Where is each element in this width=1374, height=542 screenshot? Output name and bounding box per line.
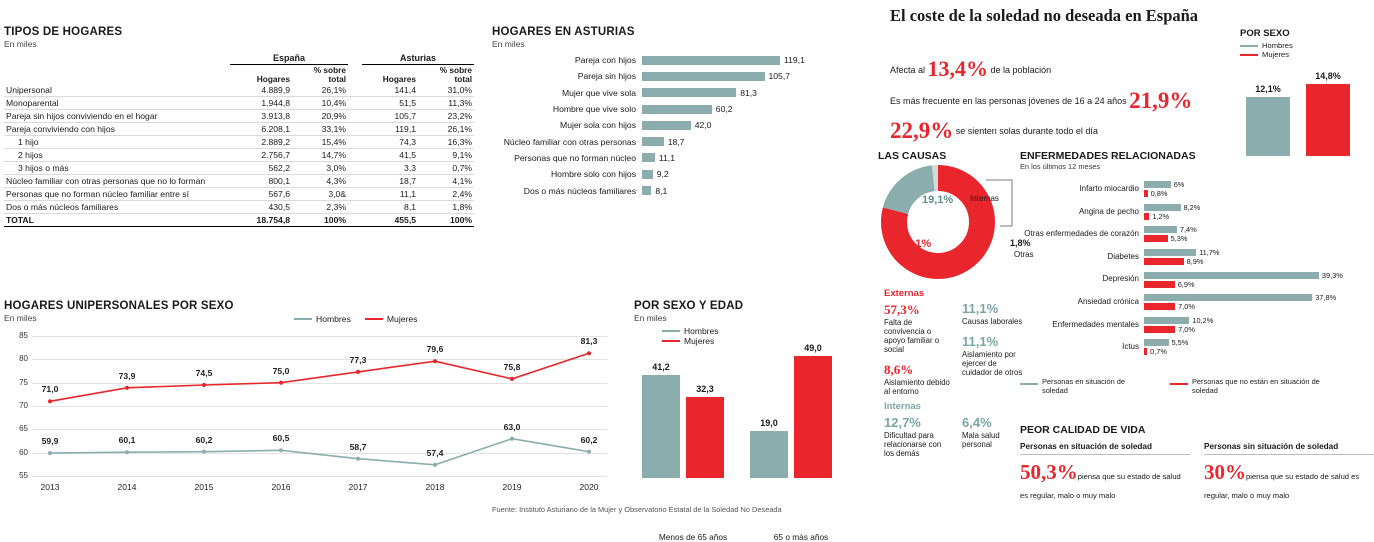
point-label: 74,5 <box>195 368 213 378</box>
section-title: POR SEXO Y EDAD <box>634 300 744 312</box>
peor-item-1 <box>1204 442 1374 503</box>
line-legend <box>294 314 417 324</box>
section-title: LAS CAUSAS <box>878 150 947 162</box>
bar-label: Depresión <box>1102 274 1139 284</box>
section-subtitle: En los últimos 12 meses <box>1020 162 1101 171</box>
bar-label: Dos o más núcleos familiares <box>523 185 636 196</box>
bar-value: 8,1 <box>655 185 668 196</box>
right-panel <box>870 0 1374 519</box>
bar-value: 8,9% <box>1186 257 1204 267</box>
bar-no-soledad <box>1144 235 1168 242</box>
point-label: 60,2 <box>580 434 598 445</box>
y-tick: 55 <box>19 471 28 480</box>
bar-label: Hombre solo con hijos <box>550 169 636 180</box>
bar-label: Angina de pecho <box>1078 206 1139 216</box>
section-title: HOGARES UNIPERSONALES POR SEXO <box>4 300 234 312</box>
bar-value: 49,0 <box>804 342 822 353</box>
table-row: Pareja conviviendo con hijos 6.208,1 33,1% 119,1 26,1% <box>6 124 472 135</box>
externas-2-label: Aislamiento debido al entorno <box>884 377 950 396</box>
section-title: HOGARES EN ASTURIAS <box>492 26 635 38</box>
bar-value: 7,4% <box>1179 225 1197 235</box>
bar <box>642 72 765 81</box>
point-label: 60,1 <box>118 435 136 446</box>
point-label: 79,6 <box>426 344 444 355</box>
bar-value: 18,7 <box>667 136 685 147</box>
bar-soledad <box>1144 317 1189 324</box>
donut-otras-label: Otras <box>1014 250 1034 259</box>
bar-label: Ansiedad crónica <box>1077 297 1139 307</box>
bar-row <box>1020 201 1374 224</box>
y-tick: 60 <box>19 447 28 457</box>
y-tick: 75 <box>19 377 28 387</box>
bar-row <box>492 150 858 166</box>
bar-label: Personas que no forman núcleo <box>514 152 636 163</box>
line-series <box>32 336 607 476</box>
row-label: Pareja sin hijos conviviendo en el hogar <box>4 110 230 123</box>
bar <box>642 375 680 478</box>
bar-soledad <box>1144 204 1181 211</box>
bar-value: 41,2 <box>652 362 670 372</box>
table-row: 2 hijos 2.756,7 14,7% 41,5 9,1% <box>4 149 474 162</box>
internas-title: Internas <box>884 400 921 412</box>
row-label: 3 hijos o más <box>4 162 230 175</box>
peor-text-1: piensa que su estado de salud es regular, malo o muy malo <box>1204 472 1360 500</box>
donut-internas-label: Internas <box>970 194 999 203</box>
bar-row <box>1020 178 1374 201</box>
y-tick: 65 <box>19 424 28 434</box>
table-row: 1 hijo 2.889,2 15,4% 74,3 16,3% <box>4 136 474 149</box>
page-title: El coste de la soledad no deseada en España <box>890 6 1199 25</box>
peor-heading-1: Personas sin situación de soledad <box>1204 442 1374 455</box>
donut-externas-value: 79,1% <box>900 238 932 250</box>
bar-value: 11,1 <box>658 152 675 163</box>
x-tick: 2014 <box>117 482 137 492</box>
bar-row <box>1020 268 1374 291</box>
col-hogares-es: Hogares <box>256 73 290 84</box>
bar-label: Mujer sola con hijos <box>560 120 636 131</box>
bar-row <box>492 52 858 68</box>
bar-row <box>492 85 858 101</box>
x-tick: 2017 <box>348 482 368 492</box>
point-label: 58,7 <box>349 441 367 452</box>
legend-hombres: Hombres <box>662 326 718 336</box>
por-sexo-legend <box>1240 41 1374 59</box>
bar-label: Mujer que vive sola <box>561 87 636 98</box>
bar-row <box>1020 336 1374 359</box>
x-tick: 2020 <box>579 482 599 492</box>
donut-internas-value: 19,1% <box>922 194 954 206</box>
bar-value: 6,9% <box>1177 279 1195 289</box>
group-header-asturias: Asturias <box>362 52 474 65</box>
bar-soledad <box>1144 181 1171 188</box>
bar-no-soledad <box>1144 258 1184 265</box>
category-label: 65 o más años <box>773 532 829 542</box>
bar <box>642 121 691 130</box>
bar-row <box>1020 291 1374 314</box>
peor-calidad-section <box>1020 424 1374 503</box>
section-title: POR SEXO <box>1240 28 1290 39</box>
row-label: Unipersonal <box>4 84 230 97</box>
x-tick: 2015 <box>194 482 214 492</box>
causas-donut-icon <box>876 164 1026 284</box>
bar-value: 81,3 <box>740 87 757 98</box>
externas-3-value: 11,1% <box>962 333 999 349</box>
row-label: Dos o más núcleos familiares <box>4 201 230 214</box>
externas-0-value: 57,3% <box>884 302 920 317</box>
bar-row <box>492 117 858 133</box>
bar-no-soledad <box>1144 303 1175 310</box>
point-label: 60,5 <box>272 433 290 444</box>
legend-en-soledad: Personas en situación de soledad <box>1020 378 1152 396</box>
legend-mujeres: Mujeres <box>365 314 418 324</box>
bar-value: 5,5% <box>1171 338 1189 348</box>
x-tick: 2013 <box>40 482 60 492</box>
donut-otras-value: 1,8% <box>1010 238 1031 248</box>
row-label: Pareja conviviendo con hijos <box>4 123 230 136</box>
bar-row <box>492 68 858 84</box>
point-label: 75,8 <box>503 361 521 372</box>
externas-1-label: Causas laborales <box>962 317 1023 326</box>
col-pct-as: % sobre total <box>439 65 472 84</box>
bar <box>642 105 712 114</box>
externas-3-label: Aislamiento por ejercer de cuidador de otros <box>962 349 1023 377</box>
bar-label: Pareja con hijos <box>574 55 636 66</box>
point-label: 60,2 <box>195 434 213 445</box>
point-label: 59,9 <box>41 436 59 447</box>
tipos-hogares-table <box>4 52 474 227</box>
bar-value: 12,1% <box>1255 84 1281 94</box>
bar-value: 42,0 <box>694 120 712 131</box>
bar-value: 5,3% <box>1170 234 1188 244</box>
hogares-asturias-section <box>492 26 635 49</box>
bar-value: 37,8% <box>1315 293 1337 303</box>
table-row: Personas que no forman núcleo familiar entre sí 567,6 3,0& 11,1 2,4% <box>6 189 472 200</box>
bar-value: 119,1 <box>784 55 805 66</box>
table-row: Unipersonal 4.889,9 26,1% 141,4 31,0% <box>6 85 472 96</box>
bar-value: 8,2% <box>1183 202 1201 212</box>
row-label: Personas que no forman núcleo familiar entre sí <box>4 188 230 201</box>
table-row: 3 hijos o más 562,2 3,0% 3,3 0,7% <box>4 162 474 175</box>
legend-no-soledad: Personas que no están en situación de soledad <box>1170 378 1327 396</box>
bar-label: Enfermedades mentales <box>1052 319 1139 329</box>
internas-0-label: Dificultad para relacionarse con los demás <box>884 430 942 458</box>
point-label: 71,0 <box>41 384 59 395</box>
peor-value-0: 50,3% <box>1020 460 1078 484</box>
bar-no-soledad <box>1144 326 1175 333</box>
legend-mujeres: Mujeres <box>1240 50 1374 59</box>
internas-0-value: 12,7% <box>884 414 921 430</box>
bar-value: 105,7 <box>768 71 791 82</box>
por-sexo-chart <box>1240 28 1374 148</box>
bar-label: Infarto miocardio <box>1079 184 1139 194</box>
bar-value: 1,2% <box>1152 211 1170 221</box>
bar <box>642 153 655 162</box>
row-label: Monoparental <box>4 97 230 110</box>
bar <box>642 137 664 146</box>
section-title: PEOR CALIDAD DE VIDA <box>1020 424 1146 436</box>
bar-row <box>492 182 858 198</box>
enfermedades-legend <box>1020 378 1374 396</box>
x-tick: 2018 <box>425 482 445 492</box>
externas-0-label: Falta de convivencia o apoyo familiar o social <box>884 318 940 354</box>
table-row: Pareja sin hijos conviviendo en el hogar 3.913,8 20,9% 105,7 23,2% <box>6 111 472 122</box>
causas-detail <box>884 288 1024 459</box>
bar-value: 19,0 <box>760 417 778 428</box>
bar-value: 6% <box>1173 180 1185 190</box>
tipos-hogares-section <box>4 26 122 49</box>
bar-row <box>1020 223 1374 246</box>
enfermedades-section <box>1020 150 1196 171</box>
col-hogares-as: Hogares <box>382 73 416 84</box>
section-title: ENFERMEDADES RELACIONADAS <box>1020 150 1196 162</box>
bar-row <box>492 166 858 182</box>
bar <box>750 431 788 479</box>
bar-label: Otras enfermedades de corazón <box>1024 229 1139 239</box>
externas-title: Externas <box>884 288 925 299</box>
sexo-edad-legend <box>662 326 718 346</box>
externas-1-value: 11,1% <box>962 301 999 316</box>
table-row: Núcleo familiar con otras personas que no lo forman 800,1 4,3% 18,7 4,1% <box>6 176 472 187</box>
bar <box>642 170 653 179</box>
stat-jovenes: Es más frecuente en las personas jóvenes de 16 a 24 años 21,9% <box>890 88 1193 113</box>
point-label: 63,0 <box>503 421 521 432</box>
bar-row <box>492 133 858 149</box>
peor-item-0 <box>1020 442 1190 503</box>
row-label: Núcleo familiar con otras personas que no lo forman <box>4 175 230 188</box>
bar-no-soledad <box>1144 281 1175 288</box>
peor-value-1: 30% <box>1204 460 1246 484</box>
legend-mujeres: Mujeres <box>662 336 718 346</box>
y-tick: 80 <box>19 354 28 364</box>
category-label: Menos de 65 años <box>658 532 728 542</box>
peor-text-0: piensa que su estado de salud es regular, malo o muy malo <box>1020 472 1181 500</box>
section-subtitle: En miles <box>492 39 525 49</box>
bar-value: 0,8% <box>1150 189 1168 199</box>
bar-soledad <box>1144 339 1169 346</box>
enfermedades-bar-chart <box>1020 178 1374 359</box>
internas-1-label: Mala salud personal <box>962 430 1000 449</box>
bar-row <box>1020 314 1374 337</box>
bar-label: Núcleo familiar con otras personas <box>503 136 636 147</box>
point-label: 73,9 <box>118 370 136 381</box>
bar-value: 9,2 <box>656 169 669 180</box>
bar-value: 11,7% <box>1199 248 1220 258</box>
bar-value: 0,7% <box>1150 347 1167 357</box>
bar-label: Pareja sin hijos <box>577 71 636 82</box>
bar <box>794 356 832 479</box>
bar-soledad <box>1144 294 1312 301</box>
bar-label: Hombre que vive solo <box>552 104 636 115</box>
col-pct-es: % sobre total <box>313 65 346 84</box>
sexo-edad-bar-chart <box>634 300 860 542</box>
x-tick: 2019 <box>502 482 522 492</box>
point-label: 77,3 <box>349 354 367 365</box>
bar-row <box>492 101 858 117</box>
point-label: 75,0 <box>272 365 290 376</box>
stat-todo-el-dia: 22,9% se sienten solas durante todo el día <box>890 118 1098 143</box>
point-label: 81,3 <box>580 336 598 347</box>
bar-value: 10,2% <box>1192 315 1214 325</box>
table-row-total: TOTAL 18.754,8 100% 455,5 100% <box>6 215 472 226</box>
section-title: TIPOS DE HOGARES <box>4 26 123 38</box>
group-header-espana: España <box>230 52 348 65</box>
bar-value: 7,0% <box>1178 324 1195 334</box>
bar-value: 39,3% <box>1321 270 1343 280</box>
bar-soledad <box>1144 249 1196 256</box>
bar <box>686 397 724 478</box>
y-tick: 85 <box>19 331 28 340</box>
x-tick: 2016 <box>271 482 291 492</box>
bar-label: Diabetes <box>1107 251 1139 261</box>
internas-1-value: 6,4% <box>962 414 992 430</box>
source-note: Fuente: Instituto Asturiano de la Mujer y Observatorio Estatal de la Soledad No Deseada <box>492 505 782 514</box>
bar <box>1246 97 1290 156</box>
bar-row <box>1020 246 1374 269</box>
table-row: Monoparental 1.944,8 10,4% 51,5 11,3% <box>6 98 472 109</box>
point-label: 57,4 <box>426 447 444 458</box>
row-label: 1 hijo <box>4 136 230 149</box>
section-subtitle: En miles <box>4 39 37 49</box>
section-subtitle: En miles <box>634 313 667 323</box>
bar-soledad <box>1144 272 1319 279</box>
donut-externas-label: Externas <box>902 250 934 259</box>
table-row: Dos o más núcleos familiares 430,5 2,3% 8,1 1,8% <box>6 202 472 213</box>
row-label: 2 hijos <box>4 149 230 162</box>
y-tick: 70 <box>19 401 28 410</box>
bar <box>1306 84 1350 156</box>
bar-value: 60,2 <box>715 104 733 115</box>
bar-value: 14,8% <box>1315 70 1341 81</box>
bar-value: 7,0% <box>1178 302 1195 312</box>
bar-soledad <box>1144 226 1177 233</box>
bar <box>642 88 736 97</box>
section-subtitle: En miles <box>4 313 37 323</box>
bar-value: 32,3 <box>696 384 714 395</box>
hogares-asturias-bar-chart <box>492 52 858 199</box>
legend-hombres: Hombres <box>1240 41 1374 50</box>
unipersonales-line-chart <box>4 300 616 512</box>
bar <box>642 56 780 65</box>
bar <box>642 186 651 195</box>
bar-label: Ictus <box>1122 342 1139 352</box>
stat-afecta: Afecta al 13,4% de la población <box>890 56 1052 81</box>
legend-hombres: Hombres <box>294 314 351 324</box>
externas-2-value: 8,6% <box>884 361 914 377</box>
peor-heading-0: Personas en situación de soledad <box>1020 442 1190 455</box>
